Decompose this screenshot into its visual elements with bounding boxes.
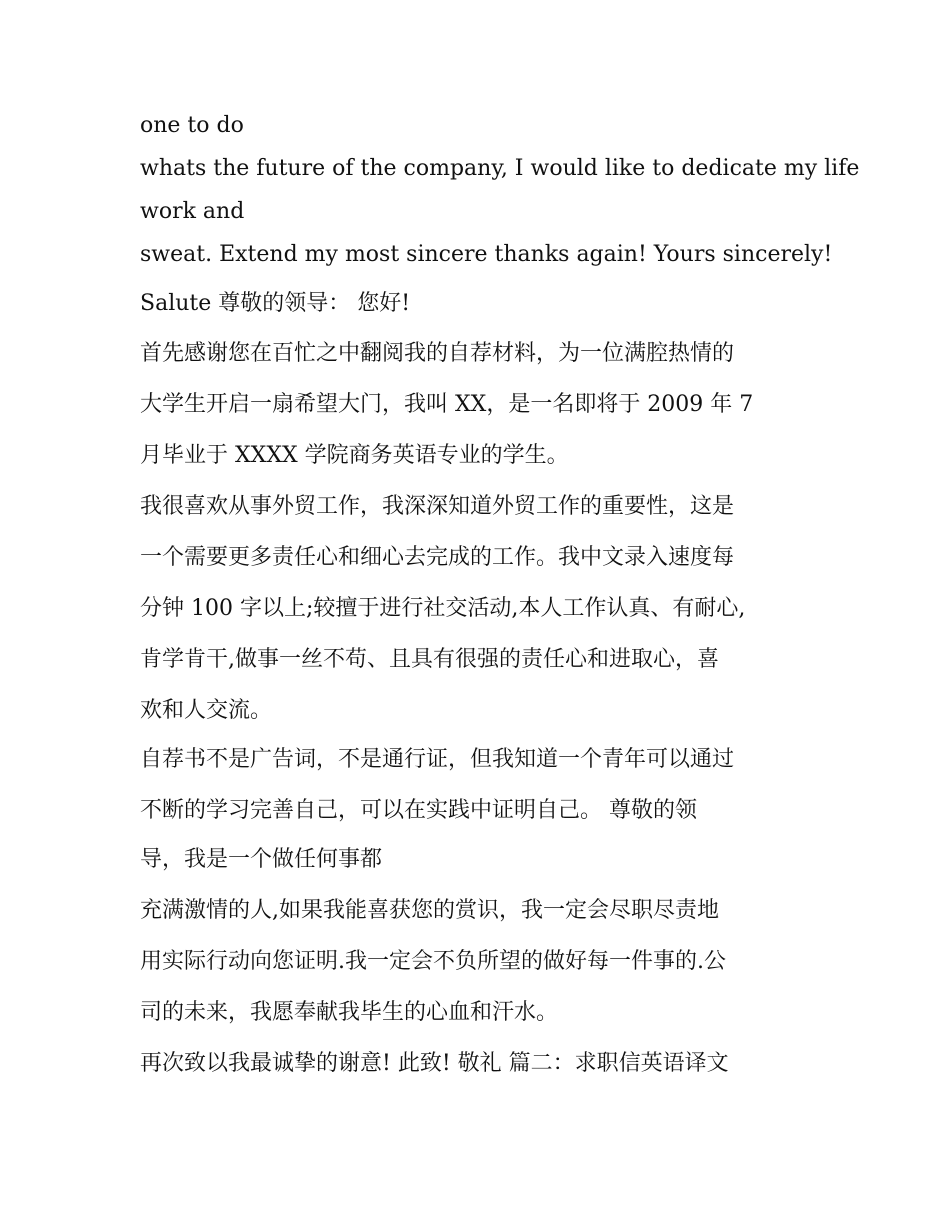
text-line: Salute 尊敬的领导： 您好! [140,291,411,316]
text-line: 自荐书不是广告词，不是通行证，但我知道一个青年可以通过 [140,747,735,772]
text-line: 首先感谢您在百忙之中翻阅我的自荐材料，为一位满腔热情的 [140,341,735,366]
text-line: 一个需要更多责任心和细心去完成的工作。我中文录入速度每 [140,545,735,570]
text-line: 充满激情的人,如果我能喜获您的赏识，我一定会尽职尽责地 [140,898,719,923]
text-line: 月毕业于 XXXX 学院商务英语专业的学生。 [140,443,569,468]
text-line: 我很喜欢从事外贸工作，我深深知道外贸工作的重要性，这是 [140,494,735,519]
text-line: whats the future of the company, I would like to dedicate my life [140,156,860,181]
text-line: 不断的学习完善自己，可以在实践中证明自己。 尊敬的领 [140,798,697,823]
text-line: sweat. Extend my most sincere thanks again! Yours sincerely! [140,242,833,267]
text-line: 欢和人交流。 [140,698,273,723]
text-line: 导，我是一个做任何事都 [140,847,383,872]
text-line: 肯学肯干,做事一丝不苟、且具有很强的责任心和进取心，喜 [140,647,719,672]
text-line: one to do [140,113,244,138]
text-line: 司的未来，我愿奉献我毕生的心血和汗水。 [140,1000,559,1025]
text-line: 再次致以我最诚挚的谢意! 此致! 敬礼 篇二：求职信英语译文 [140,1051,729,1076]
text-line: work and [140,199,245,224]
text-line: 大学生开启一扇希望大门，我叫 XX，是一名即将于 2009 年 7 [140,392,754,417]
text-line: 用实际行动向您证明.我一定会不负所望的做好每一件事的.公 [140,949,726,974]
text-line: 分钟 100 字以上;较擅于进行社交活动,本人工作认真、有耐心, [140,596,746,621]
